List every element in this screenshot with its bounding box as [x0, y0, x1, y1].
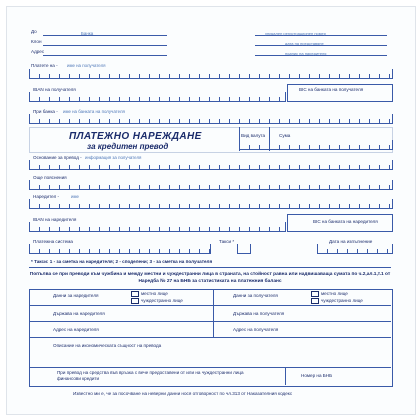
more-info-boxes[interactable] — [29, 180, 393, 190]
payer-hint: име — [71, 194, 79, 199]
amount-label: Сума — [279, 133, 291, 138]
amount-boxes[interactable] — [239, 140, 393, 150]
payee-local-option[interactable]: местно лице — [311, 291, 348, 297]
purpose-boxes[interactable] — [29, 160, 393, 170]
payer-bic-label: BIC на банката на наредителя — [313, 219, 378, 224]
exec-date-boxes[interactable] — [317, 244, 393, 254]
payee-iban-boxes[interactable] — [29, 92, 286, 102]
form-subtitle: за кредитен превод — [87, 142, 169, 151]
currency-label: Вид валута — [241, 133, 266, 138]
payer-data-label: Данни за наредителя — [53, 293, 99, 298]
payer-iban-label: IBAN на наредителя — [33, 217, 77, 222]
fees-label: Такси * — [219, 239, 235, 244]
purpose-label: Основание за превод - — [33, 155, 82, 160]
to-label: До — [31, 29, 37, 34]
purpose-hint: информация за получателя — [85, 155, 142, 160]
credit-permit-text: При превод на средства във връзка с вече предоставени от или на чуждестранни лица финансови кредити — [57, 370, 244, 381]
payee-country-label: Държава на получателя — [233, 311, 285, 316]
submitter-signature-hint: подпис на наредителя — [285, 51, 327, 56]
more-info-label: Още пояснения — [33, 175, 67, 180]
payer-iban-boxes[interactable] — [29, 222, 286, 232]
statistics-notice: Попълва се при преводи към чужбина и между местни и чуждестранни лица в страната, на стойност равна или надвишаваща сумата по ч.2,ал.1,т.1 от Наредба № 27 на БНБ за статистиката на платежния баланс — [29, 272, 391, 284]
fees-note: * Такси: 1 - за сметка на наредителя; 2 - споделени; 3 - за сметка на получателя — [31, 259, 213, 264]
to-value: Банка — [81, 31, 94, 36]
liability-footer: Известно ми е, че за посочване на неверни данни нося отговорност по чл.313 от Наказателния кодекс — [73, 391, 293, 396]
bnb-number-label: Номер на БНБ — [301, 373, 333, 378]
payment-system-label: Платежна система — [33, 239, 73, 244]
payer-local-option[interactable]: местно лице — [131, 291, 168, 297]
payer-country-label: Държава на наредителя — [53, 311, 105, 316]
payee-data-label: Данни за получателя — [233, 293, 278, 298]
payee-bank-hint: име на банката на получателя — [63, 109, 125, 114]
branch-label: Клон — [31, 39, 42, 44]
form-title: ПЛАТЕЖНО НАРЕЖДАНЕ — [69, 131, 202, 142]
reg-number-hint: уникален регистрационен номер — [265, 31, 326, 36]
payer-local-checkbox[interactable] — [131, 291, 139, 297]
payee-bic-label: BIC на банката на получателя — [299, 87, 364, 92]
payer-foreign-checkbox[interactable] — [131, 298, 139, 304]
payer-name-boxes[interactable] — [29, 199, 393, 209]
payment-order-form — [6, 6, 416, 415]
transfer-description-label: Описание на икономическата същност на превода — [53, 343, 162, 348]
payer-label: Наредител - — [33, 194, 60, 199]
payer-foreign-option[interactable]: чуждестранно лице — [131, 298, 183, 304]
payee-hint: име на получателя — [67, 63, 106, 68]
fees-box[interactable] — [237, 244, 251, 254]
payer-address-label: Адрес на наредителя — [53, 327, 99, 332]
payee-label: Платете на - — [31, 63, 58, 68]
payee-foreign-option[interactable]: чуждестранно лице — [311, 298, 363, 304]
payee-address-label: Адрес на получателя — [233, 327, 279, 332]
submit-date-hint: дата на представяне — [285, 41, 324, 46]
payee-bank-label: При банка - — [33, 109, 58, 114]
payee-name-boxes[interactable] — [29, 69, 393, 79]
payee-bank-boxes[interactable] — [29, 114, 393, 124]
payee-local-checkbox[interactable] — [311, 291, 319, 297]
address-label: Адрес — [31, 49, 45, 54]
payee-iban-label: IBAN на получателя — [33, 87, 76, 92]
payment-system-boxes[interactable] — [29, 244, 211, 254]
exec-date-label: Дата на изпълнение — [329, 239, 373, 244]
payee-foreign-checkbox[interactable] — [311, 298, 319, 304]
